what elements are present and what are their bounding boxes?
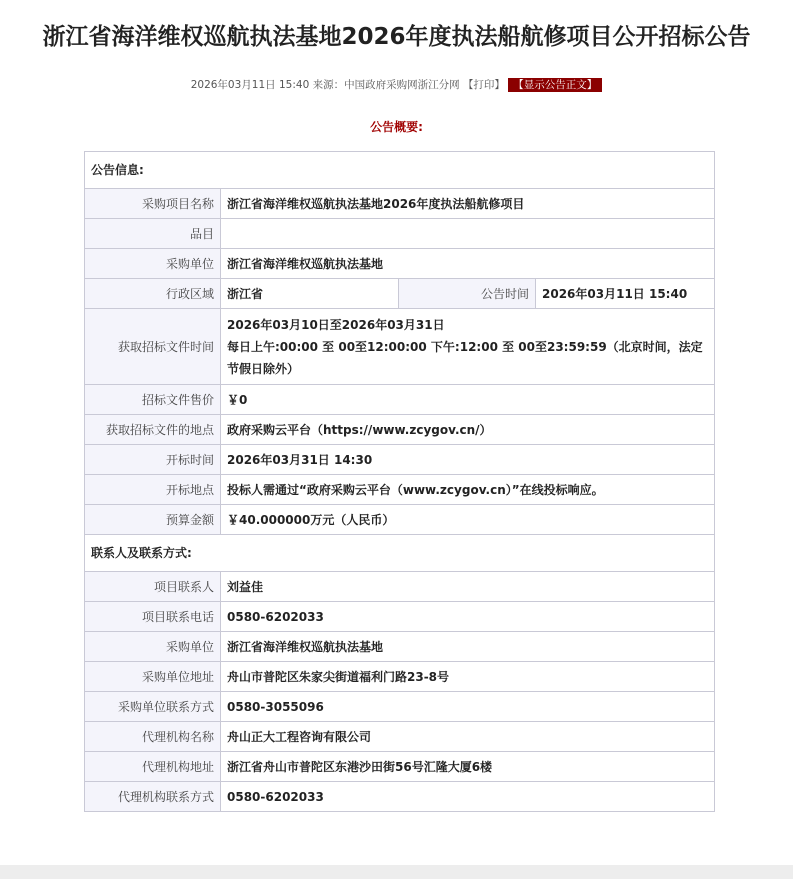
table-row xyxy=(85,722,715,752)
doc-price-value: ￥0 xyxy=(221,385,715,415)
agency-phone-value: 0580-6202033 xyxy=(221,782,715,812)
table-row xyxy=(85,385,715,415)
row-label: 采购单位 xyxy=(85,632,221,662)
table-row xyxy=(85,535,715,572)
row-label: 采购单位地址 xyxy=(85,662,221,692)
row-label: 采购项目名称 xyxy=(85,189,221,219)
notice-table xyxy=(84,151,715,812)
table-row xyxy=(85,505,715,535)
row-label: 招标文件售价 xyxy=(85,385,221,415)
row-label: 代理机构联系方式 xyxy=(85,782,221,812)
contact-purchaser-value: 浙江省海洋维权巡航执法基地 xyxy=(221,632,715,662)
table-row xyxy=(85,692,715,722)
table-row xyxy=(85,662,715,692)
table-row xyxy=(85,572,715,602)
budget-value: ￥40.000000万元（人民币） xyxy=(221,505,715,535)
page-title: 浙江省海洋维权巡航执法基地2026年度执法船航修项目公开招标公告 xyxy=(42,24,751,50)
table-row xyxy=(85,632,715,662)
publish-time-value: 2026年03月11日 15:40 xyxy=(536,279,715,309)
row-label: 采购单位 xyxy=(85,249,221,279)
row-label: 项目联系电话 xyxy=(85,602,221,632)
purchaser-value: 浙江省海洋维权巡航执法基地 xyxy=(221,249,715,279)
table-row xyxy=(85,602,715,632)
row-label: 采购单位联系方式 xyxy=(85,692,221,722)
row-label: 开标地点 xyxy=(85,475,221,505)
table-row xyxy=(85,189,715,219)
table-row xyxy=(85,279,715,309)
publish-datetime: 2026年03月11日 15:40 xyxy=(190,79,310,91)
table-row xyxy=(85,309,715,385)
project-name-value: 浙江省海洋维权巡航执法基地2026年度执法船航修项目 xyxy=(221,189,715,219)
row-label: 项目联系人 xyxy=(85,572,221,602)
open-place-value: 投标人需通过“政府采购云平台（www.zcygov.cn）”在线投标响应。 xyxy=(221,475,715,505)
source-label: 来源： xyxy=(312,79,345,91)
open-time-value: 2026年03月31日 14:30 xyxy=(221,445,715,475)
meta-line xyxy=(0,77,793,92)
row-label: 代理机构地址 xyxy=(85,752,221,782)
table-row xyxy=(85,152,715,189)
row-label: 代理机构名称 xyxy=(85,722,221,752)
doc-time-value xyxy=(221,309,715,385)
overview-heading: 公告概要: xyxy=(370,120,423,134)
footer-bar xyxy=(0,865,793,879)
doc-time-hours: 每日上午:00:00 至 00至12:00:00 下午:12:00 至 00至23:59:59（北京时间，法定节假日除外） xyxy=(227,339,703,376)
table-row xyxy=(85,219,715,249)
table-row xyxy=(85,415,715,445)
agency-name-value: 舟山正大工程咨询有限公司 xyxy=(221,722,715,752)
purchaser-phone-value: 0580-3055096 xyxy=(221,692,715,722)
show-notice-button[interactable]: 【显示公告正文】 xyxy=(508,78,602,92)
print-link[interactable]: 【打印】 xyxy=(462,79,505,91)
project-contact-value: 刘益佳 xyxy=(221,572,715,602)
doc-place-value: 政府采购云平台（https://www.zcygov.cn/） xyxy=(221,415,715,445)
row-label: 行政区域 xyxy=(85,279,221,309)
table-row xyxy=(85,475,715,505)
table-row xyxy=(85,782,715,812)
contact-section-heading: 联系人及联系方式: xyxy=(85,535,715,572)
table-row xyxy=(85,249,715,279)
project-phone-value: 0580-6202033 xyxy=(221,602,715,632)
row-label: 品目 xyxy=(85,219,221,249)
source-name: 中国政府采购网浙江分网 xyxy=(344,79,460,91)
row-label: 公告时间 xyxy=(399,279,536,309)
category-value xyxy=(221,219,715,249)
purchaser-address-value: 舟山市普陀区朱家尖街道福利门路23-8号 xyxy=(221,662,715,692)
row-label: 获取招标文件的地点 xyxy=(85,415,221,445)
table-row xyxy=(85,752,715,782)
doc-time-dates: 2026年03月10日至2026年03月31日 xyxy=(227,317,445,332)
notice-section-heading: 公告信息: xyxy=(85,152,715,189)
row-label: 获取招标文件时间 xyxy=(85,309,221,385)
region-value: 浙江省 xyxy=(221,279,399,309)
row-label: 预算金额 xyxy=(85,505,221,535)
row-label: 开标时间 xyxy=(85,445,221,475)
agency-address-value: 浙江省舟山市普陀区东港沙田街56号汇隆大厦6楼 xyxy=(221,752,715,782)
table-row xyxy=(85,445,715,475)
